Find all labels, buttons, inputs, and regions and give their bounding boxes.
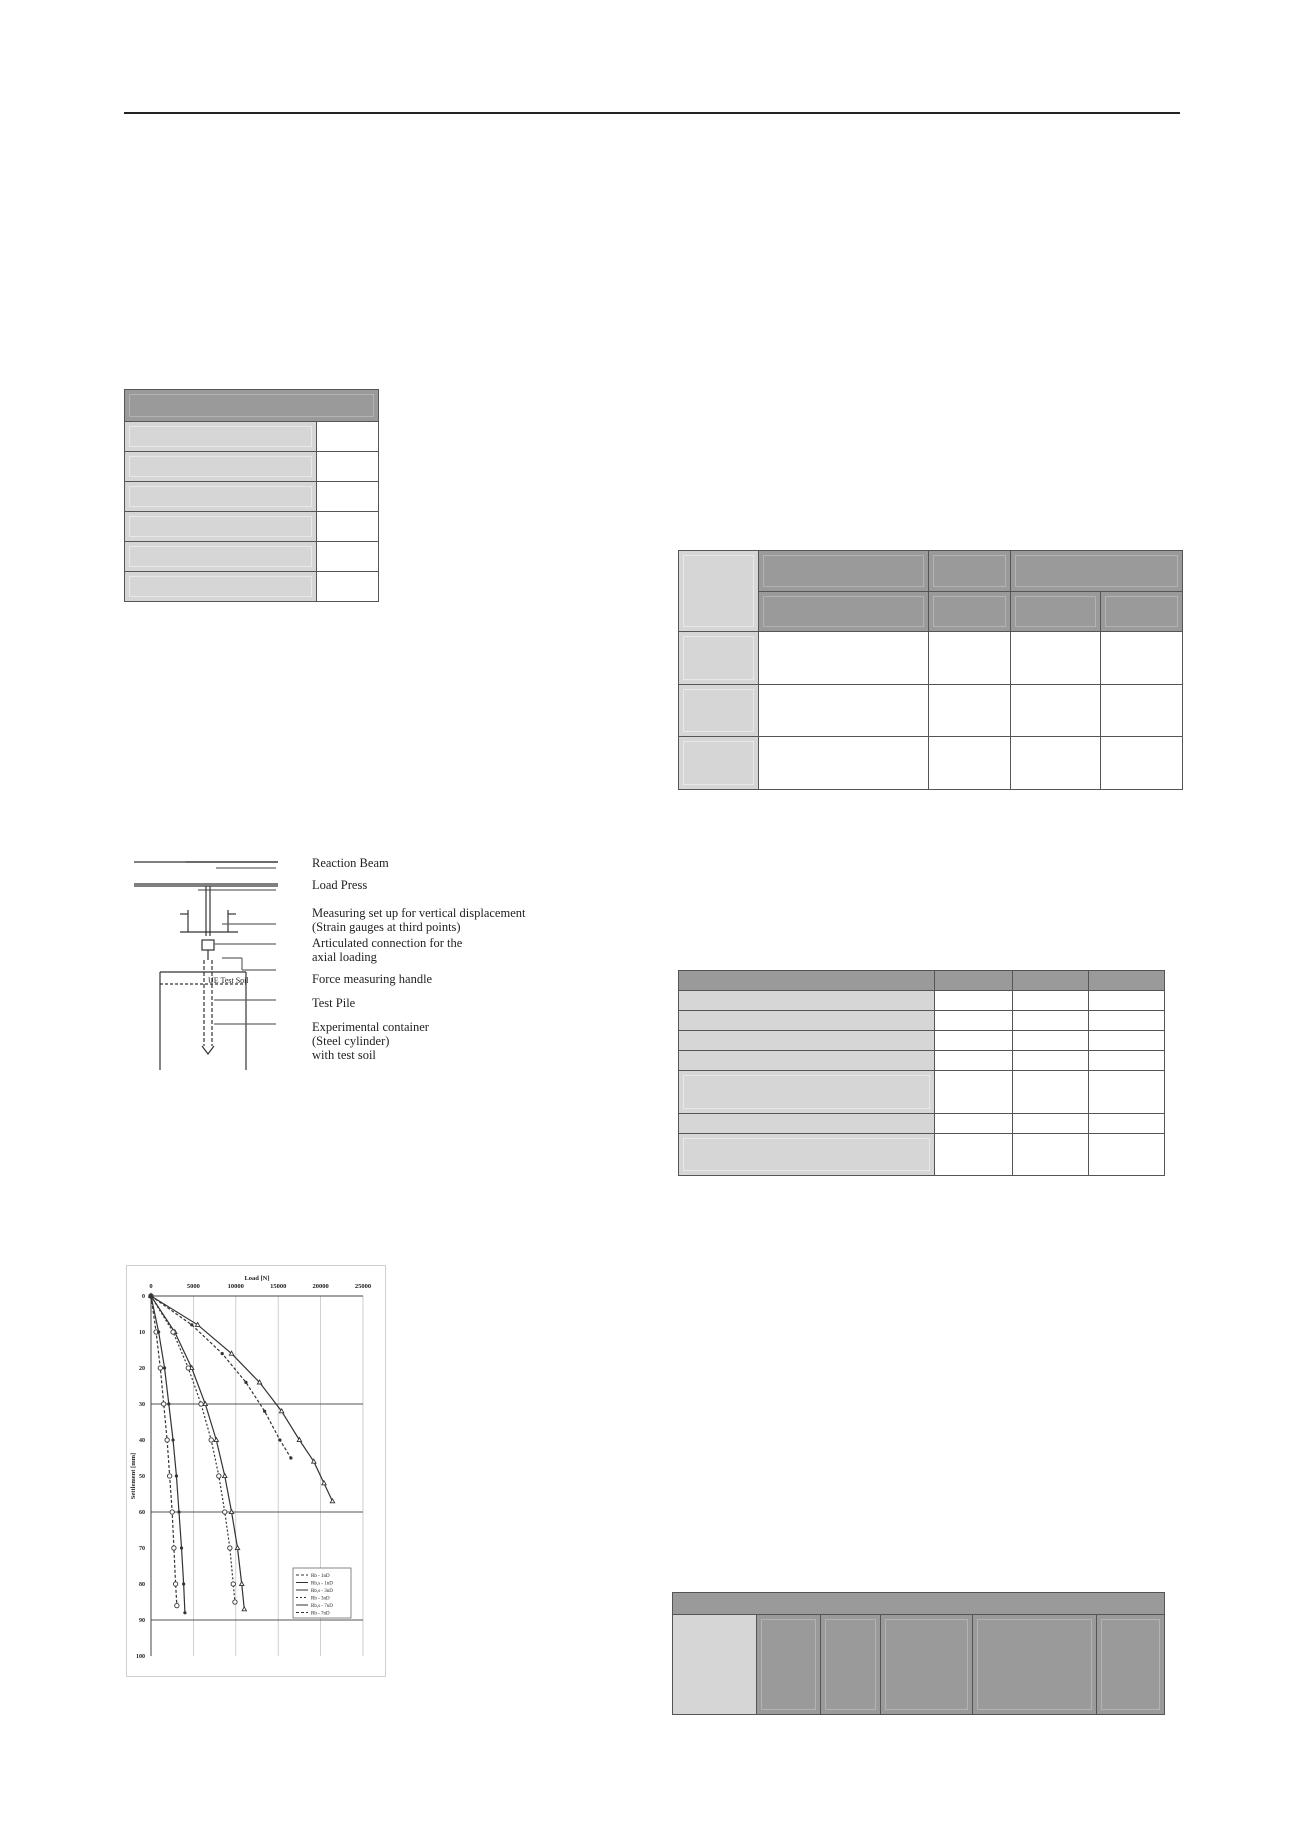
table-cell [317, 512, 379, 542]
series-line [151, 1296, 244, 1609]
y-tick-label: 70 [139, 1546, 145, 1552]
table-cell [1089, 1133, 1165, 1175]
table-cell [935, 991, 1013, 1011]
table-cell [317, 422, 379, 452]
data-point [167, 1402, 170, 1405]
x-tick-label: 5000 [186, 1283, 200, 1290]
table-header [929, 551, 1011, 592]
table-cell [1011, 632, 1101, 685]
data-point [263, 1410, 266, 1413]
data-point [167, 1474, 171, 1478]
x-tick-label: 20000 [312, 1283, 329, 1290]
table-cell [929, 632, 1011, 685]
data-point [233, 1600, 237, 1604]
table-cell [317, 542, 379, 572]
legend-entry: Rb,s - 3nD [311, 1589, 333, 1594]
label-load-press: Load Press [312, 878, 368, 892]
data-point [186, 1366, 190, 1370]
table-cell [317, 572, 379, 602]
table-cell [935, 1071, 1013, 1113]
data-point [229, 1510, 233, 1514]
data-point [223, 1474, 227, 1478]
table-header [929, 591, 1011, 632]
table-cell [317, 482, 379, 512]
data-point [158, 1366, 162, 1370]
label-test-soil: with test soil [312, 1048, 376, 1062]
data-point [149, 1294, 152, 1297]
table-cell [759, 632, 929, 685]
label-force-handle: Force measuring handle [312, 972, 433, 986]
table-cell [1097, 1615, 1165, 1715]
table-cell [1013, 1133, 1089, 1175]
table-cell [1013, 1031, 1089, 1051]
table-header [759, 591, 929, 632]
table-header [1101, 591, 1183, 632]
table-cell [679, 684, 759, 737]
table-cell [317, 452, 379, 482]
table-right-upper [678, 550, 1183, 790]
table-cell [1101, 737, 1183, 790]
data-point [209, 1438, 213, 1442]
data-point [322, 1481, 326, 1485]
label-experimental-container: Experimental container [312, 1020, 429, 1034]
table-cell [935, 1133, 1013, 1175]
data-point [190, 1323, 193, 1326]
label-strain-gauges: (Strain gauges at third points) [312, 920, 461, 934]
table-cell [757, 1615, 821, 1715]
table-cell [679, 1011, 935, 1031]
table-cell [929, 737, 1011, 790]
table-cell [1089, 1051, 1165, 1071]
table-header [1011, 551, 1183, 592]
data-point [162, 1402, 166, 1406]
legend-entry: Rb,s - 7nD [311, 1604, 333, 1609]
x-axis-label: Load [N] [244, 1275, 270, 1282]
data-point [175, 1474, 178, 1477]
data-point [221, 1352, 224, 1355]
table-cell [679, 1133, 935, 1175]
table-cell [1101, 684, 1183, 737]
table-header [679, 971, 935, 991]
data-point [330, 1499, 334, 1503]
table-cell [679, 737, 759, 790]
data-point [163, 1366, 166, 1369]
table-right-middle [678, 970, 1165, 1176]
table-cell [125, 542, 317, 572]
label-reaction-beam: Reaction Beam [312, 856, 389, 870]
y-tick-label: 90 [139, 1618, 145, 1624]
table-cell [679, 632, 759, 685]
label-test-pile: Test Pile [312, 996, 356, 1010]
table-cell [1101, 632, 1183, 685]
x-tick-label: 10000 [227, 1283, 244, 1290]
data-point [171, 1330, 175, 1334]
y-tick-label: 10 [139, 1330, 145, 1336]
label-steel-cylinder: (Steel cylinder) [312, 1034, 390, 1048]
y-axis-label: Settlement [mm] [130, 1452, 137, 1500]
table-cell [679, 991, 935, 1011]
table-cell [935, 1031, 1013, 1051]
data-point [278, 1438, 281, 1441]
x-tick-label: 0 [149, 1283, 153, 1290]
data-point [242, 1607, 246, 1611]
data-point [171, 1438, 174, 1441]
table-cell [935, 1051, 1013, 1071]
data-point [173, 1582, 177, 1586]
table-cell [935, 1113, 1013, 1133]
header-rule [124, 112, 1180, 114]
table-cell [125, 422, 317, 452]
table-cell [673, 1615, 757, 1715]
table-cell [821, 1615, 881, 1715]
table-cell [759, 737, 929, 790]
table-cell [1089, 1031, 1165, 1051]
table-cell [1013, 1051, 1089, 1071]
table-header [125, 390, 379, 422]
table-cell [1011, 737, 1101, 790]
table-cell [125, 512, 317, 542]
data-point [180, 1546, 183, 1549]
data-point [214, 1438, 218, 1442]
data-point [182, 1582, 185, 1585]
data-point [199, 1402, 203, 1406]
table-cell [1013, 1071, 1089, 1113]
table-cell [1089, 1011, 1165, 1031]
data-point [240, 1582, 244, 1586]
y-tick-label: 50 [139, 1474, 145, 1480]
series-line [151, 1296, 177, 1606]
y-tick-label: 80 [139, 1582, 145, 1588]
table-cell [935, 1011, 1013, 1031]
y-tick-label: 40 [139, 1438, 145, 1444]
label-articulated-connection: Articulated connection for the [312, 936, 463, 950]
table-cell [679, 1051, 935, 1071]
y-tick-label: 20 [139, 1366, 145, 1372]
data-point [223, 1510, 227, 1514]
label-axial-loading: axial loading [312, 950, 377, 964]
table-cell [679, 1031, 935, 1051]
load-settlement-chart [126, 1265, 386, 1677]
data-point [157, 1330, 160, 1333]
table-cell [1089, 1113, 1165, 1133]
data-point [172, 1546, 176, 1550]
y-tick-label: 30 [139, 1402, 145, 1408]
data-point [289, 1456, 292, 1459]
table-cell [759, 684, 929, 737]
legend-entry: Rb - 3nD [311, 1596, 330, 1602]
table-header [759, 551, 929, 592]
data-point [195, 1322, 199, 1326]
legend-entry: Rb - 1nD [311, 1574, 330, 1579]
legend-entry: Rb,s - 1nD [311, 1581, 333, 1587]
y-tick-label: 0 [142, 1294, 145, 1300]
data-point [203, 1402, 207, 1406]
table-cell [929, 684, 1011, 737]
x-tick-label: 25000 [354, 1283, 372, 1290]
figure-test-setup [126, 848, 526, 1070]
table-header [673, 1593, 1165, 1615]
table-cell [1013, 1113, 1089, 1133]
series-line [151, 1296, 332, 1501]
data-point [175, 1603, 179, 1607]
y-tick-label: 100 [136, 1654, 145, 1660]
data-point [228, 1546, 232, 1550]
soil-tag: UE Test Soil [208, 976, 249, 985]
data-point [170, 1510, 174, 1514]
data-point [231, 1582, 235, 1586]
table-cell [1013, 991, 1089, 1011]
series-line [151, 1296, 235, 1602]
table-cell [125, 452, 317, 482]
table-cell [125, 572, 317, 602]
data-point [177, 1510, 180, 1513]
table-header [1089, 971, 1165, 991]
data-point [217, 1474, 221, 1478]
data-point [244, 1381, 247, 1384]
legend-entry: Rb - 7nD [311, 1611, 330, 1617]
table-cell [881, 1615, 973, 1715]
data-point [183, 1611, 186, 1614]
table-left-params [124, 389, 379, 602]
y-tick-label: 60 [139, 1510, 145, 1516]
table-cell [125, 482, 317, 512]
table-cell [1089, 1071, 1165, 1113]
table-cell [1011, 684, 1101, 737]
table-cell [973, 1615, 1097, 1715]
table-header [1013, 971, 1089, 991]
table-cell [1013, 1011, 1089, 1031]
label-measuring-setup: Measuring set up for vertical displacement [312, 906, 526, 920]
table-header [1011, 591, 1101, 632]
table-cell [679, 1071, 935, 1113]
table-cell [1089, 991, 1165, 1011]
table-cell [679, 1113, 935, 1133]
table-header [935, 971, 1013, 991]
data-point [165, 1438, 169, 1442]
table-header [679, 551, 759, 632]
x-tick-label: 15000 [270, 1283, 287, 1290]
chart-svg [127, 1266, 385, 1676]
table-right-bottom [672, 1592, 1165, 1715]
